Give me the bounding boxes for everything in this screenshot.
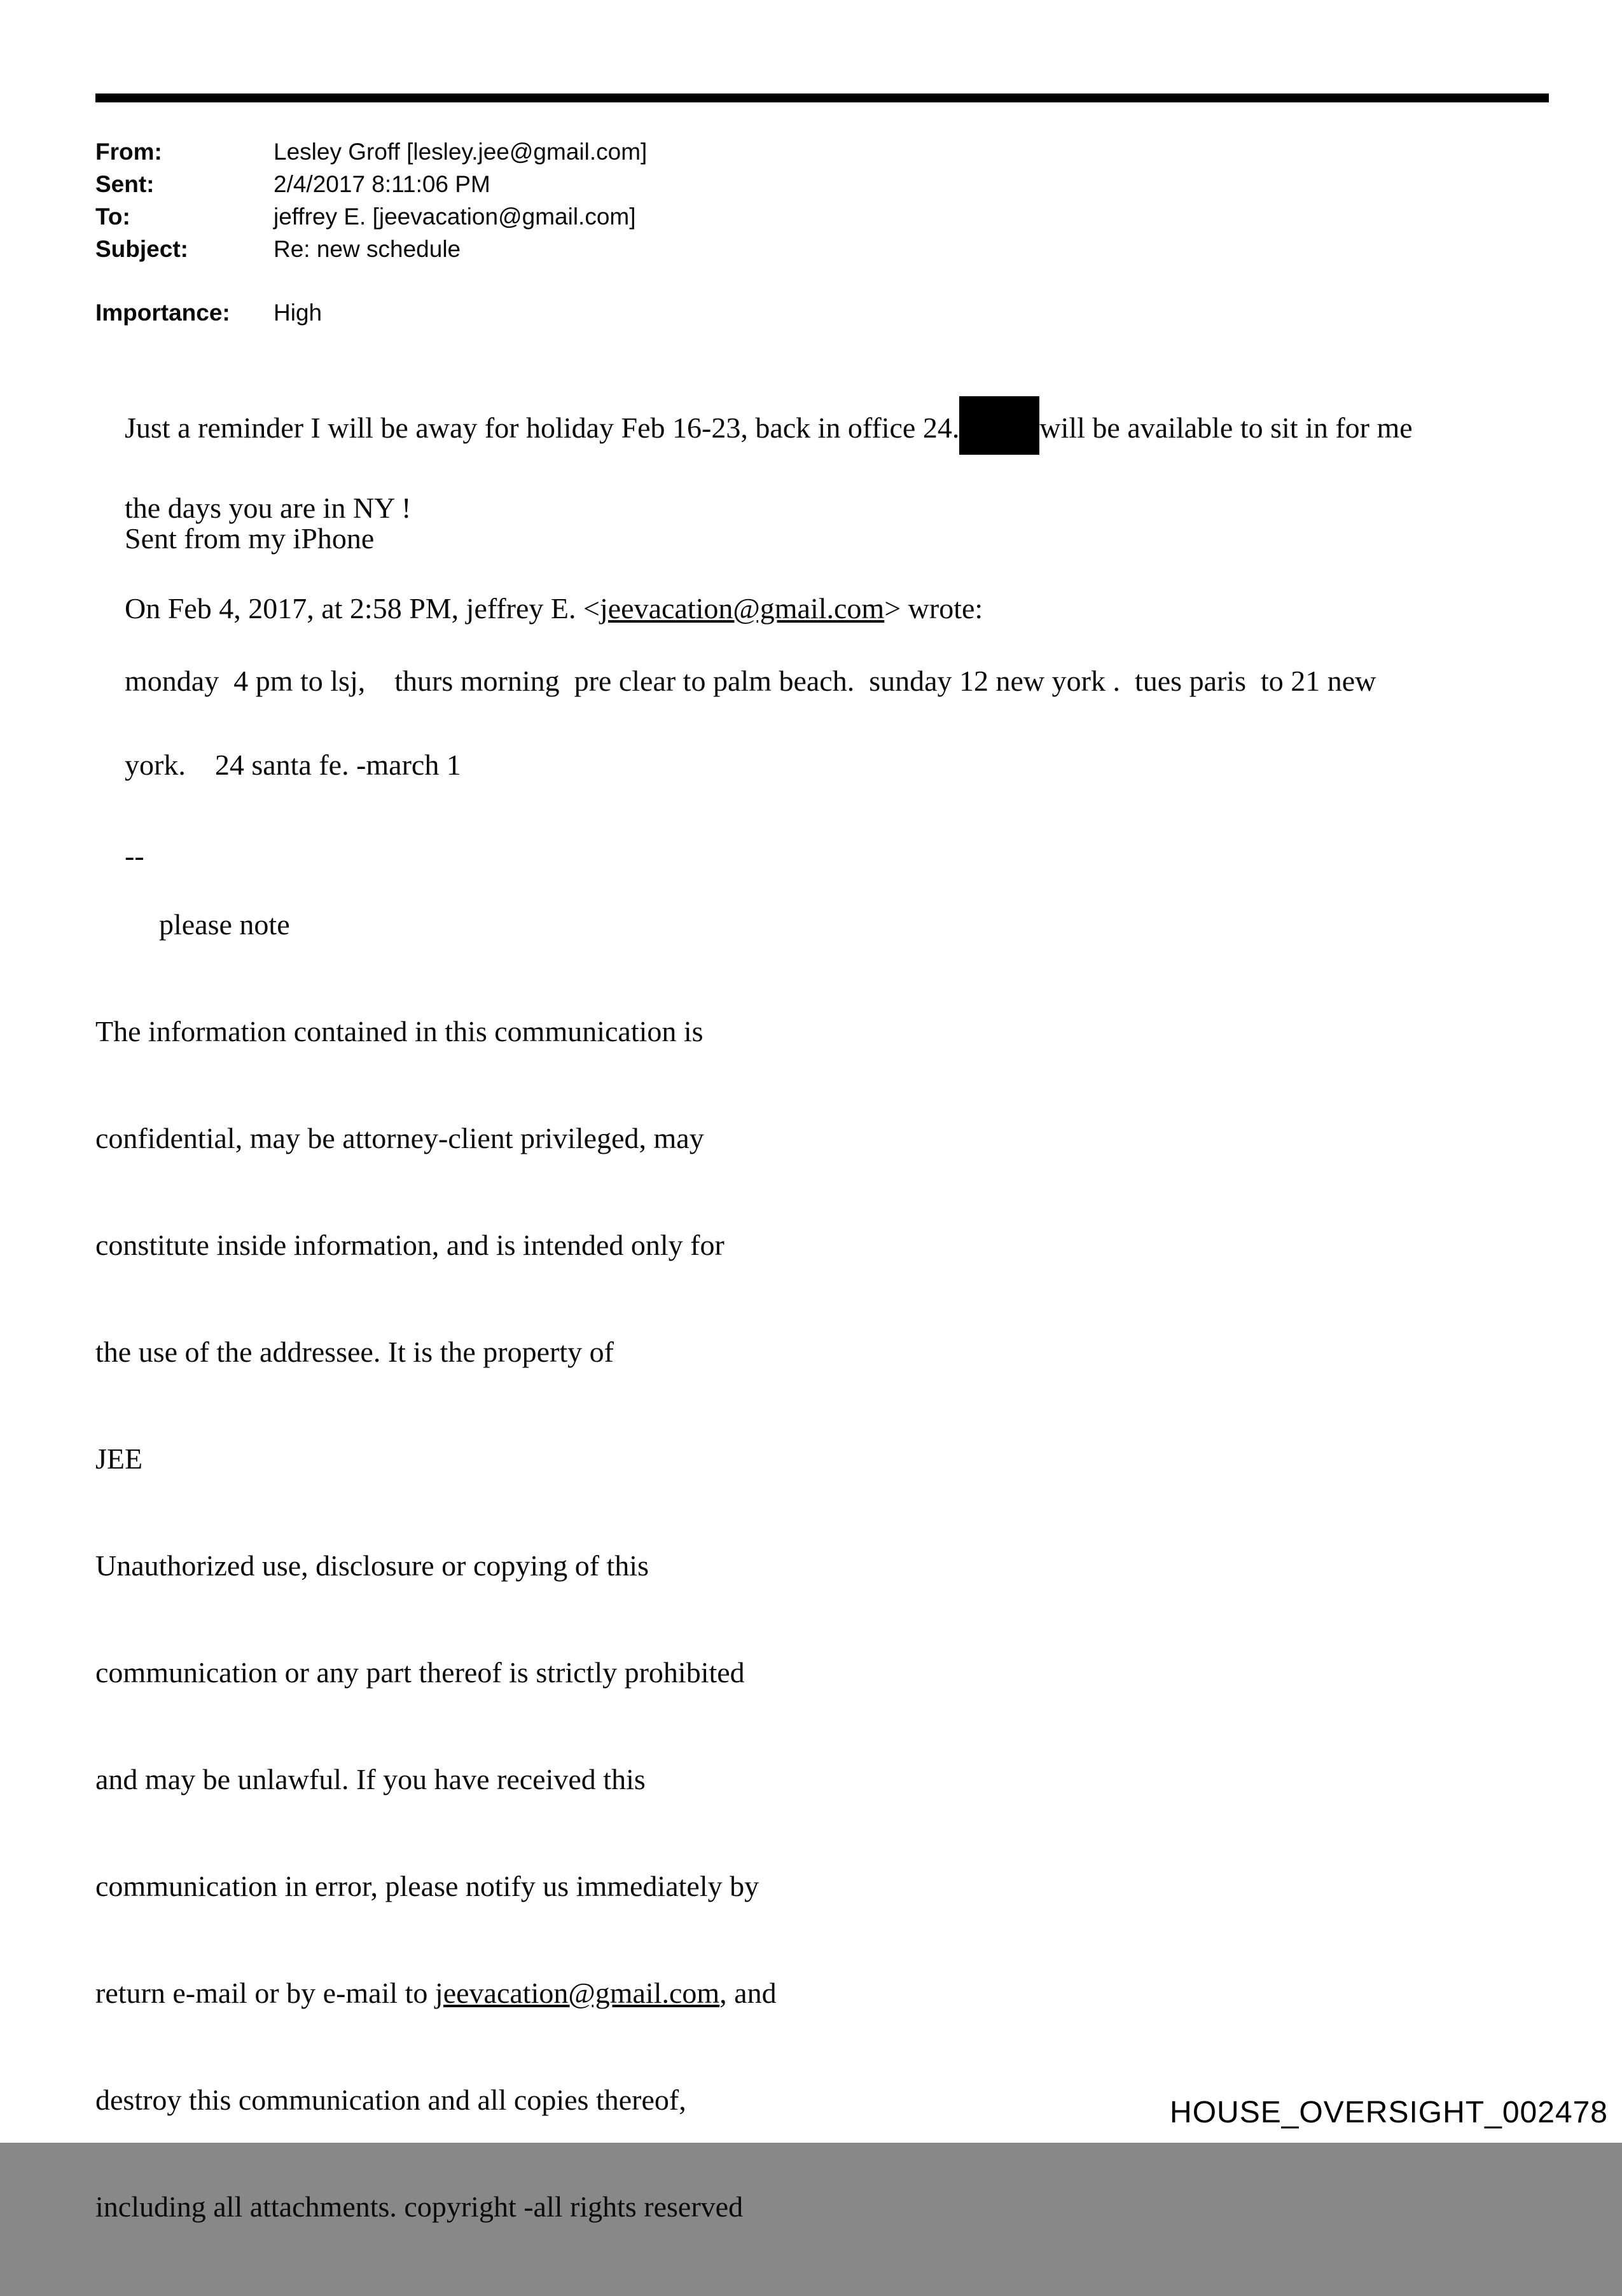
schedule-paragraph xyxy=(95,618,1558,828)
disclaimer-line: and may be unlawful. If you have received this xyxy=(95,1763,646,1795)
header-row-subject xyxy=(95,233,647,265)
disclaimer-line: the use of the addressee. It is the property of xyxy=(95,1336,614,1368)
schedule-line1: monday 4 pm to lsj, thurs morning pre clear to palm beach. sunday 12 new york . tues paris to 21 new xyxy=(125,665,1376,697)
reminder-text-after-redaction: will be available to sit in for me xyxy=(1039,411,1413,444)
bates-number: HOUSE_OVERSIGHT_002478 xyxy=(1170,2096,1608,2129)
reminder-text-line2: the days you are in NY ! xyxy=(125,492,412,524)
disclaimer-line-jee: JEE xyxy=(95,1442,143,1475)
sender-email-link: jeevacation@gmail.com xyxy=(599,592,885,625)
sent-value: 2/4/2017 8:11:06 PM xyxy=(274,171,490,197)
redaction-box xyxy=(959,396,1039,455)
header-row-sent xyxy=(95,168,647,200)
from-label: From: xyxy=(95,139,162,165)
email-header xyxy=(95,135,647,329)
disclaimer-email-line-pre: return e-mail or by e-mail to xyxy=(95,1977,435,2009)
disclaimer-line: constitute inside information, and is intended only for xyxy=(95,1229,724,1261)
disclaimer-email-link: jeevacation@gmail.com xyxy=(434,1977,720,2009)
disclaimer-line: communication or any part thereof is strictly prohibited xyxy=(95,1656,745,1689)
disclaimer-email-line-post: , and xyxy=(719,1977,777,2009)
from-value: Lesley Groff [lesley.jee@gmail.com] xyxy=(274,139,648,165)
header-divider-rule xyxy=(95,93,1549,102)
importance-value: High xyxy=(274,300,322,326)
quote-intro-text-after: > wrote: xyxy=(884,592,983,625)
header-row-importance xyxy=(95,296,647,329)
subject-value: Re: new schedule xyxy=(274,236,461,262)
schedule-line2: york. 24 santa fe. -march 1 xyxy=(125,749,461,781)
disclaimer-line: communication in error, please notify us immediately by xyxy=(95,1870,759,1902)
disclaimer-line: The information contained in this communication is xyxy=(95,1015,704,1048)
disclaimer-line: including all attachments. copyright -all rights reserved xyxy=(95,2190,744,2223)
quote-intro-text: On Feb 4, 2017, at 2:58 PM, jeffrey E. < xyxy=(125,592,600,625)
disclaimer-line: Unauthorized use, disclosure or copying of this xyxy=(95,1549,649,1582)
signature-text: Sent from my iPhone xyxy=(125,522,375,555)
header-row-to xyxy=(95,200,647,233)
legal-disclaimer xyxy=(95,836,986,2296)
disclaimer-line: confidential, may be attorney-client privileged, may xyxy=(95,1122,704,1154)
header-row-from xyxy=(95,135,647,168)
signature-delimiter-dashes: -- xyxy=(125,840,144,872)
disclaimer-note-heading: please note xyxy=(159,908,290,941)
importance-label: Importance: xyxy=(95,300,230,326)
to-value: jeffrey E. [jeevacation@gmail.com] xyxy=(274,204,636,230)
reminder-text-before-redaction: Just a reminder I will be away for holiday Feb 16-23, back in office 24. xyxy=(125,411,960,444)
to-label: To: xyxy=(95,204,130,230)
redaction-spacer xyxy=(959,408,1039,438)
subject-label: Subject: xyxy=(95,236,188,262)
disclaimer-line: destroy this communication and all copies thereof, xyxy=(95,2084,686,2116)
disclaimer-email-line xyxy=(95,1975,986,2011)
sent-label: Sent: xyxy=(95,171,155,197)
